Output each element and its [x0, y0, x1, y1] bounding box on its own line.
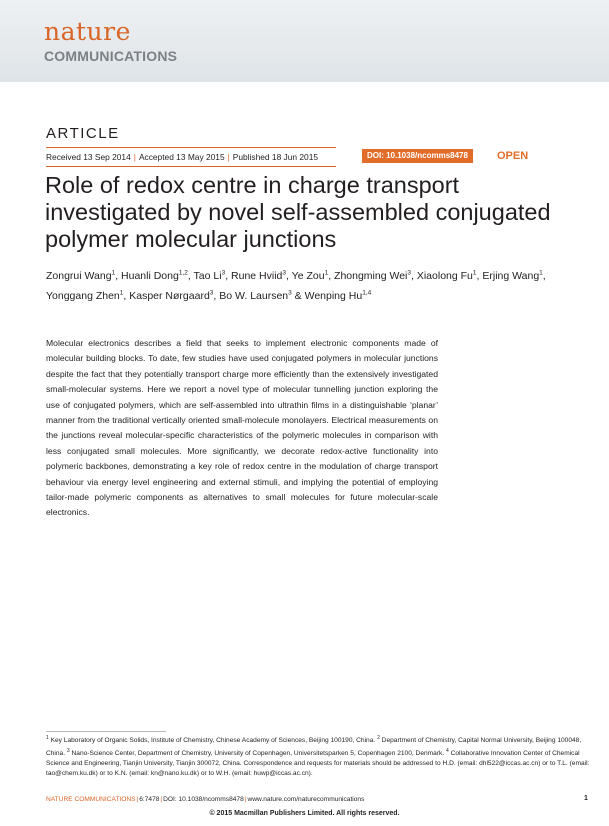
- footer-separator: |: [244, 796, 247, 803]
- author-name: Zhongming Wei: [334, 269, 408, 282]
- author-affiliation-sup: 1,4: [362, 289, 372, 297]
- copyright-notice: © 2015 Macmillan Publishers Limited. All rights reserved.: [209, 810, 400, 817]
- author[interactable]: [46, 270, 121, 282]
- accepted-date: Accepted 13 May 2015: [138, 152, 225, 162]
- author-separator: ,: [115, 269, 122, 282]
- abstract-paragraph: Molecular electronics describes a field that seeks to implement electronic components made of molecular building blocks. To date, few studies have used conjugated polymers in molecular junctions despite the fact that they potentially transport charge more efficiently than the extensively investigated small-molecular systems. Here we report a novel type of molecular tunnelling junction exploring the use of conjugated polymers, which are self-assembled into ultrathin films in a distinguishable ‘planar’ manner from the traditional vertically oriented small-molecule monolayers. Electrical measurements on the junctions reveal molecular-specific characteristics of the polymeric molecules in comparison with less conjugated small molecules. More significantly, we decorate redox-active functionality into polymeric backbones, demonstrating a key role of redox centre in the modulation of charge transport behaviour via energy level engineering and external stimuli, and implying the potential of employing tailor-made polymeric components as alternatives to small molecules for future molecular-scale electronics.: [46, 338, 438, 518]
- page-footer: [46, 796, 364, 803]
- author-name: Kasper Nørgaard: [129, 290, 210, 302]
- author-separator: ,: [225, 269, 232, 282]
- published-date: Published 18 Jun 2015: [232, 152, 319, 162]
- author-separator: ,: [328, 269, 335, 282]
- received-date: Received 13 Sep 2014: [46, 152, 131, 162]
- article-type-label: ARTICLE: [46, 125, 120, 142]
- journal-header-band: [0, 0, 609, 82]
- affiliation-number: 3: [66, 748, 70, 755]
- author[interactable]: [292, 270, 334, 282]
- logo-nature-text: nature: [44, 17, 131, 46]
- doi-badge[interactable]: DOI: 10.1038/ncomms8478: [362, 149, 473, 163]
- author-separator: ,: [123, 290, 130, 302]
- author-name: Yonggang Zhen: [46, 290, 120, 302]
- article-title: Role of redox centre in charge transport investigated by novel self-assembled conjugated polymer molecular junctions: [45, 172, 551, 252]
- author-name: Xiaolong Fu: [416, 269, 473, 282]
- author-affiliation-sup: 3: [282, 269, 287, 276]
- author[interactable]: [482, 270, 545, 282]
- footer-journal-name: NATURE COMMUNICATIONS: [46, 796, 136, 803]
- footer-separator: |: [160, 796, 163, 803]
- author-affiliation-sup: 1: [324, 269, 329, 276]
- affiliations-footnote: [46, 733, 594, 779]
- author-affiliation-sup: 1: [539, 269, 543, 276]
- author[interactable]: [334, 270, 417, 282]
- author[interactable]: [219, 290, 304, 302]
- author-name: Bo W. Laursen: [219, 290, 289, 302]
- author-affiliation-sup: 1: [119, 289, 124, 297]
- footer-doi[interactable]: DOI: 10.1038/ncomms8478: [163, 796, 244, 803]
- footer-separator: |: [136, 796, 139, 803]
- footer-url-link[interactable]: www.nature.com/naturecommunications: [247, 796, 365, 803]
- affiliation-number: 1: [46, 735, 49, 741]
- author-affiliation-sup: 1: [472, 269, 477, 276]
- author-separator: &: [291, 290, 305, 302]
- author-affiliation-sup: 3: [209, 289, 214, 297]
- affiliation-text: Collaborative Innovation Center of Chemical Science and Engineering, Tianjin University, Tianjin 300072, China. Correspondence and requests for materials should be addressed to H.D. (email: dhl522@iccas.ac.cn) or to T.L. (email: tao@chem.ku.dk) or to K.N. (email: kn@nano.ku.dk) or to W.H. (email: huwp@iccas.ac.cn).: [46, 750, 590, 778]
- logo-communications-text: COMMUNICATIONS: [44, 48, 178, 64]
- affiliation-number: 4: [445, 748, 449, 755]
- open-access-label: OPEN: [497, 150, 529, 162]
- author[interactable]: [194, 270, 232, 282]
- affiliation-number: 2: [377, 735, 380, 741]
- author-name: Huanli Dong: [121, 269, 179, 282]
- author[interactable]: [129, 290, 219, 302]
- author-separator: ,: [542, 269, 546, 282]
- article-dates: [46, 147, 336, 167]
- affiliations-divider: [46, 731, 166, 732]
- author-separator: ,: [187, 269, 194, 282]
- author-name: Zongrui Wang: [46, 269, 112, 282]
- author-name: Erjing Wang: [482, 269, 540, 282]
- date-separator: |: [227, 152, 230, 162]
- footer-article-number: 6:7478: [139, 796, 160, 803]
- author-name: Tao Li: [193, 269, 222, 282]
- author[interactable]: [231, 270, 292, 282]
- author-separator: ,: [286, 269, 292, 282]
- affiliation-text: Nano-Science Center, Department of Chemistry, University of Copenhagen, Universitetsparken 5, Copenhagen 2100, Denmark.: [69, 750, 446, 758]
- author-affiliation-sup: 3: [221, 269, 226, 276]
- author-affiliation-sup: 3: [407, 269, 411, 276]
- author[interactable]: [417, 270, 483, 282]
- author-separator: ,: [476, 269, 483, 282]
- author[interactable]: [305, 290, 372, 302]
- author-name: Wenping Hu: [304, 290, 363, 302]
- author-name: Rune Hviid: [231, 269, 283, 282]
- author-separator: ,: [213, 290, 220, 302]
- author-separator: ,: [411, 269, 417, 282]
- author-affiliation-sup: 1: [111, 269, 116, 276]
- author-affiliation-sup: 3: [288, 289, 292, 297]
- affiliation-text: Department of Chemistry, Capital Normal University, Beijing 100048, China.: [46, 737, 582, 758]
- page-number: 1: [584, 795, 588, 802]
- author-name: Ye Zou: [291, 269, 325, 282]
- affiliation-text: Key Laboratory of Organic Solids, Institute of Chemistry, Chinese Academy of Sciences, Beijing 100190, China.: [48, 737, 378, 745]
- author[interactable]: [46, 290, 129, 302]
- date-separator: |: [133, 152, 136, 162]
- author[interactable]: [121, 270, 194, 282]
- author-list: [46, 264, 591, 305]
- author-affiliation-sup: 1,2: [178, 269, 188, 276]
